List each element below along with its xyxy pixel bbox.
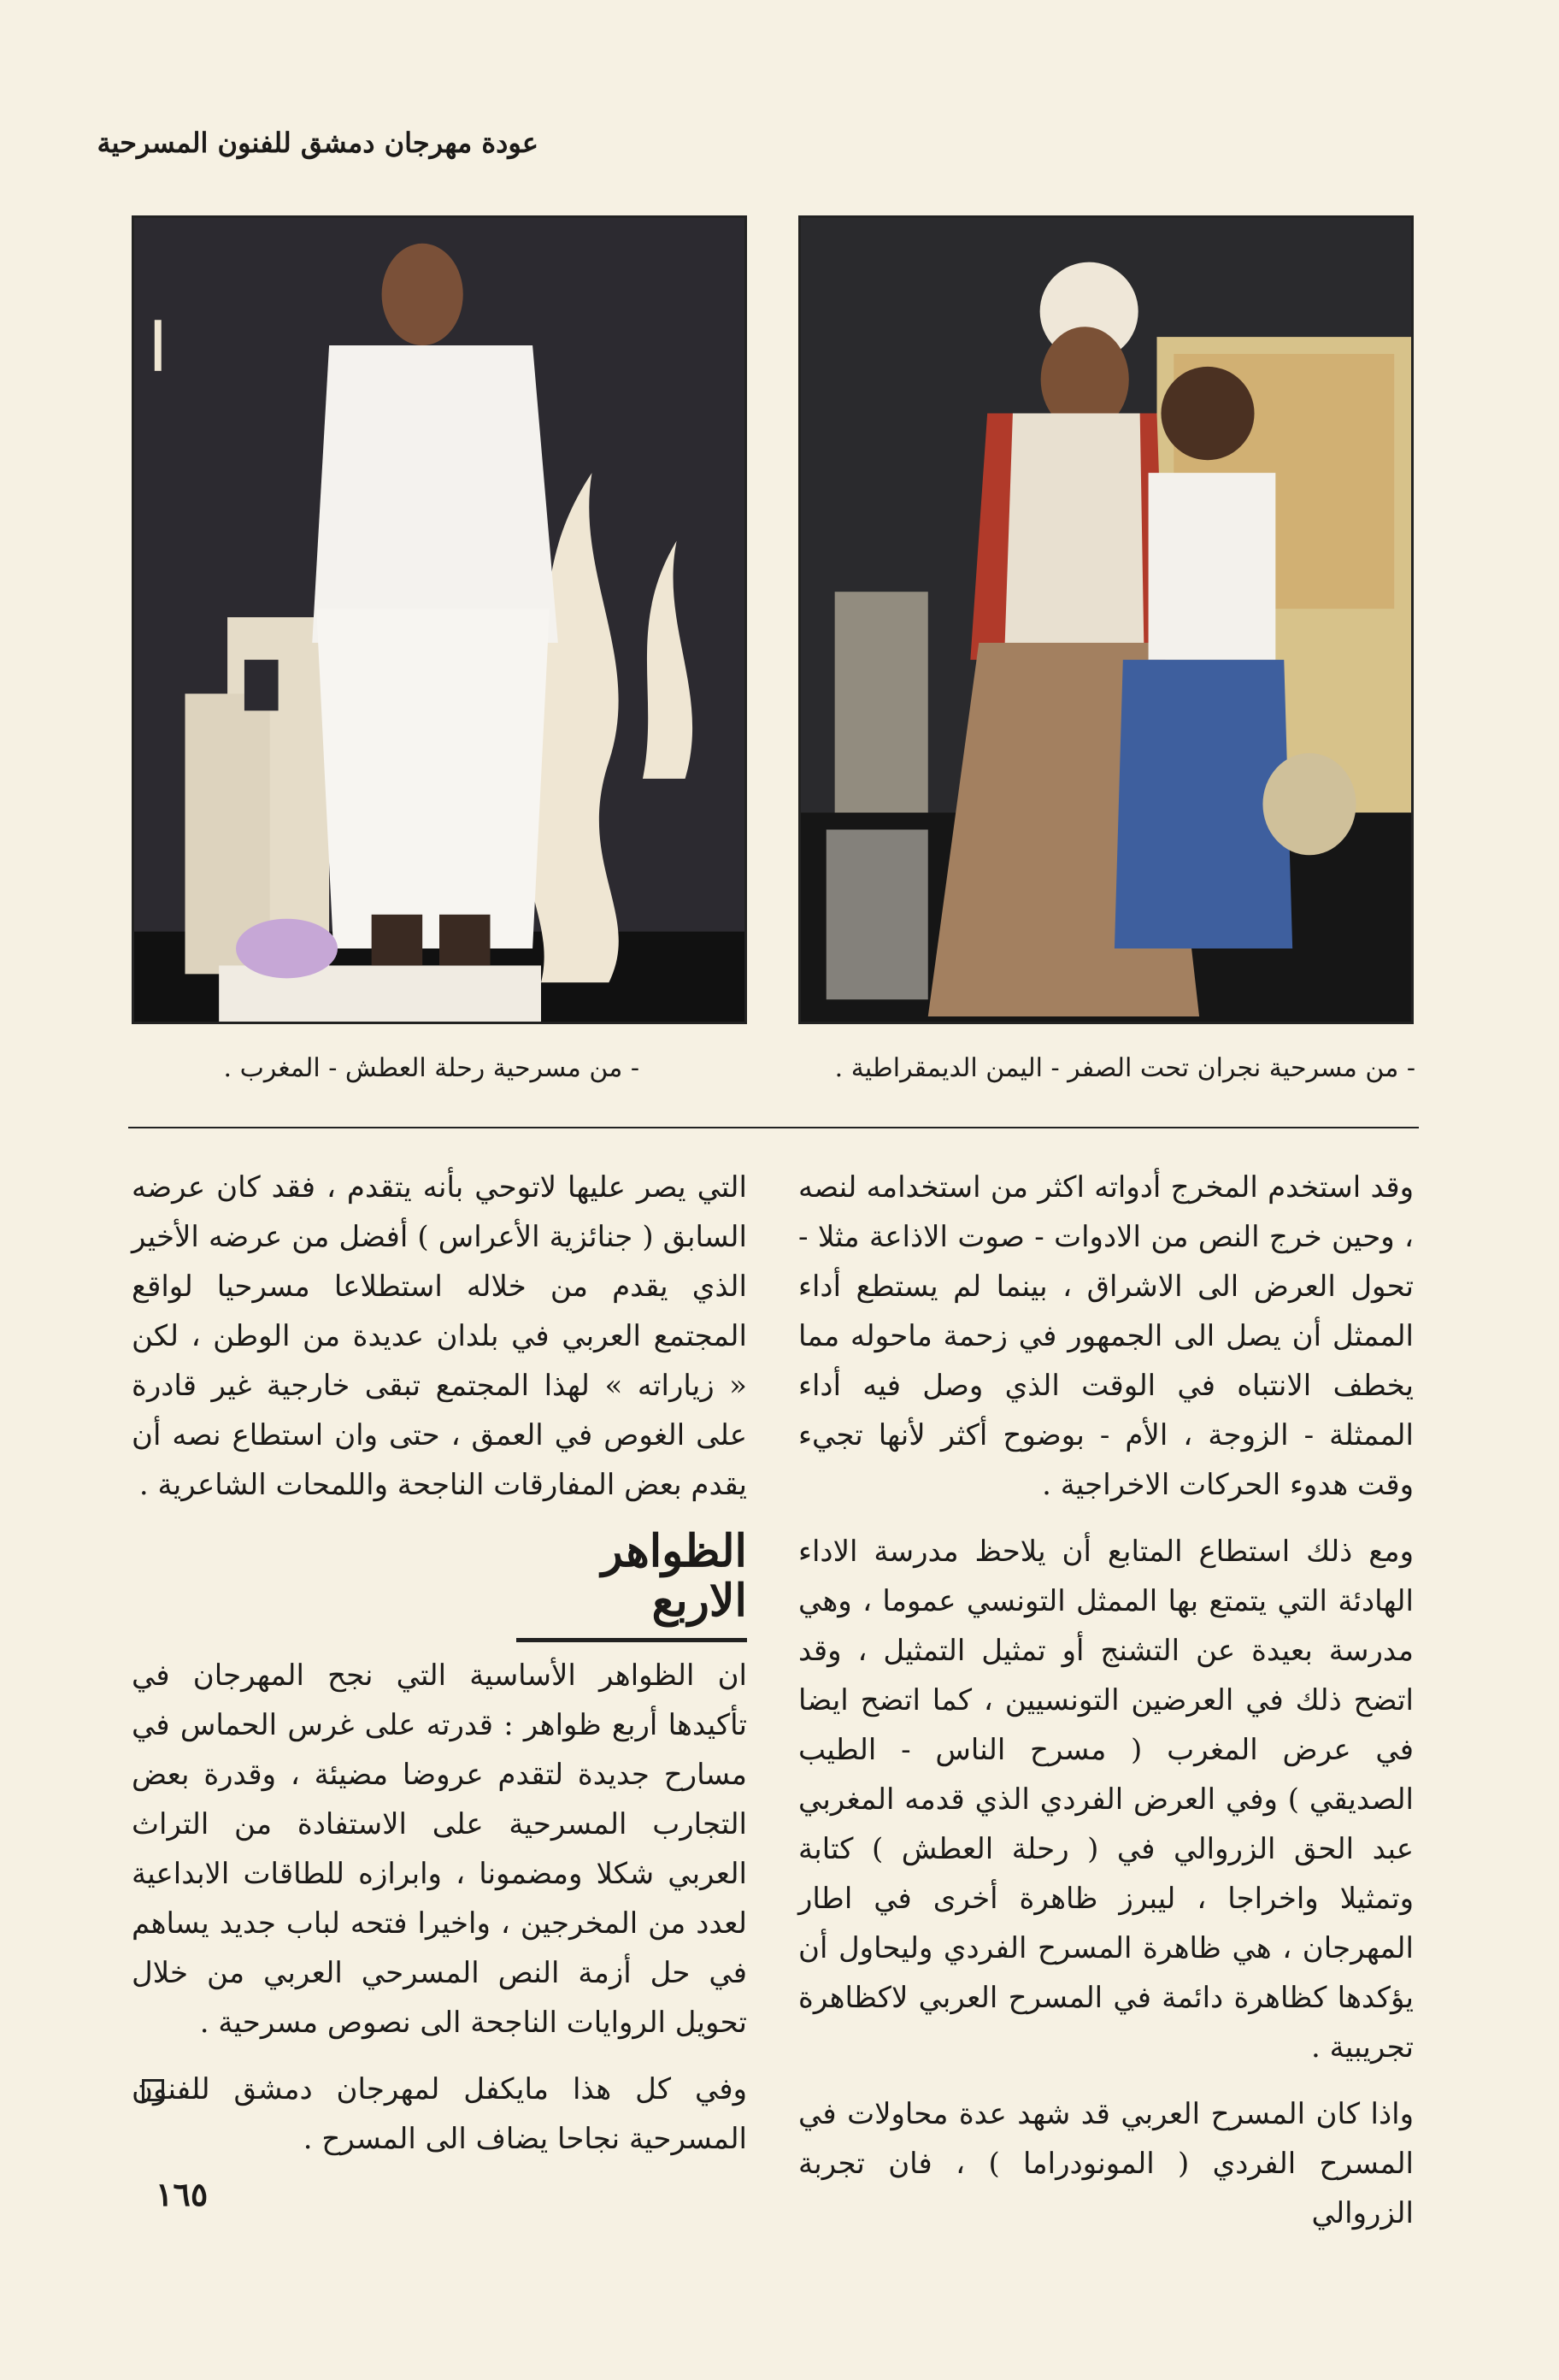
page-number: ١٦٥: [156, 2175, 209, 2213]
paragraph: ومع ذلك استطاع المتابع أن يلاحظ مدرسة الاداء الهادئة التي يتمتع بها الممثل التونسي عموما ، وهي مدرسة بعيدة عن التشنج أو تمثيل التمثيل ، وقد اتضح ذلك في العرضين التونسيين ، كما اتضح ايضا في عرض المغرب ( مسرح الناس - الطيب الصديقي ) وفي العرض الفردي الذي قدمه المغربي عبد الحق الزروالي في ( رحلة العطش ) كتابة وتمثيلا واخراجا ، ليبرز ظاهرة أخرى في اطار المهرجان ، هي ظاهرة المسرح الفردي وليحاول أن يؤكدها كظاهرة دائمة في المسرح العربي لاكظاهرة تجريبية .: [798, 1535, 1414, 2065]
stage-scene-illustration: [134, 218, 744, 1022]
paragraph: التي يصر عليها لاتوحي بأنه يتقدم ، فقد كان عرضه السابق ( جنائزية الأعراس ) أفضل من عرضه الأخير الذي يقدم من خلاله استطلاعا مسرحيا لواقع المجتمع العربي في بلدان عديدة من الوطن ، لكن « زياراته » لهذا المجتمع تبقى خارجية غير قادرة على الغوص في العمق ، حتى وان استطاع نصه أن يقدم بعض المفارقات الناجحة واللمحات الشاعرية .: [132, 1170, 747, 1502]
end-of-article-box-icon: [142, 2079, 164, 2101]
photo-caption-left: - من مسرحية رحلة العطش - المغرب .: [223, 1053, 639, 1083]
section-heading: الظواهر الاربع: [516, 1527, 747, 1642]
photo-najran-play: [798, 215, 1414, 1024]
article-column-left: [132, 1163, 747, 2181]
running-title: عودة مهرجان دمشق للفنون المسرحية: [97, 127, 538, 159]
paragraph: واذا كان المسرح العربي قد شهد عدة محاولات في المسرح الفردي ( المونودراما ) ، فان تجربة الزروالي: [798, 2097, 1414, 2230]
horizontal-divider: [128, 1127, 1419, 1128]
stage-scene-illustration: [801, 218, 1411, 1022]
article-column-right: [798, 1163, 1414, 2255]
paragraph: ان الظواهر الأساسية التي نجح المهرجان في تأكيدها أربع ظواهر : قدرته على غرس الحماس في مسارح جديدة لتقدم عروضا مضيئة ، وقدرة بعض التجارب المسرحية على الاستفادة من التراث العربي شكلا ومضمونا ، وابرازه للطاقات الابداعية لعدد من المخرجين ، واخيرا فتحه لباب جديد يساهم في حل أزمة النص المسرحي العربي من خلال تحويل الروايات الناجحة الى نصوص مسرحية .: [132, 1658, 747, 2040]
photo-thirst-journey-play: [132, 215, 747, 1024]
paragraph: وقد استخدم المخرج أدواته اكثر من استخدامه لنصه ، وحين خرج النص من الادوات - صوت الاذاعة مثلا - تحول العرض الى الاشراق ، بينما لم يستطع أداء الممثل أن يصل الى الجمهور في زحمة ماحوله مما يخطف الانتباه في الوقت الذي وصل فيه أداء الممثلة - الزوجة ، الأم - بوضوح أكثر لأنها تجيء وقت هدوء الحركات الاخراجية .: [798, 1170, 1414, 1502]
photo-caption-right: - من مسرحية نجران تحت الصفر - اليمن الديمقراطية .: [834, 1053, 1415, 1083]
running-head: [97, 127, 550, 159]
paragraph: وفي كل هذا مايكفل لمهرجان دمشق للفنون المسرحية نجاحا يضاف الى المسرح .: [132, 2072, 747, 2156]
